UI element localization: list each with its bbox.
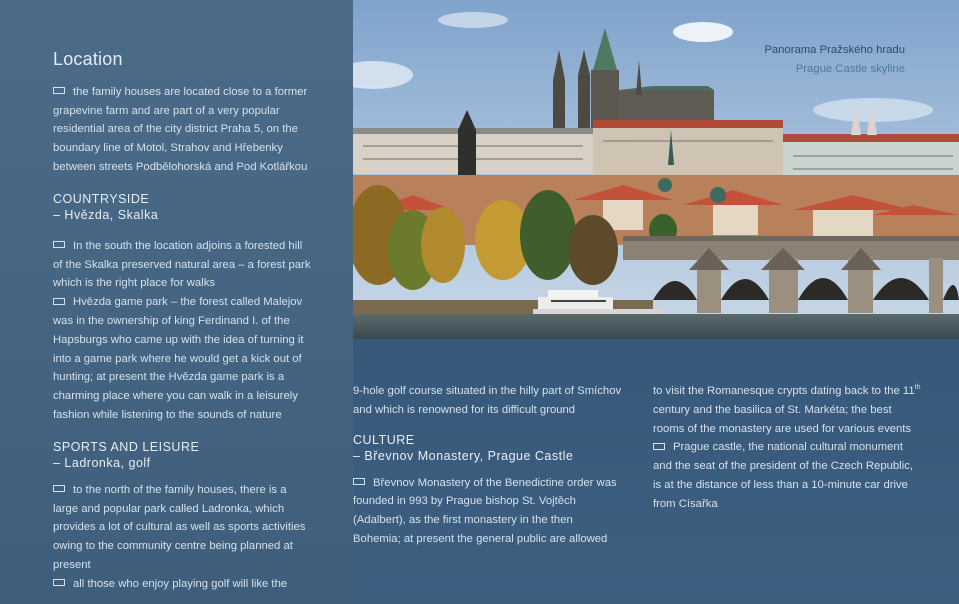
culture-text-2: Prague castle, the national cultural monument and the seat of the president of the Czech Republic, is at the distance of less than a 10-minute car drive from Císařka bbox=[653, 441, 913, 510]
bullet-icon bbox=[653, 443, 665, 450]
bullet-icon bbox=[53, 579, 65, 586]
middle-column bbox=[353, 382, 623, 549]
sports-paragraph-1 bbox=[53, 481, 313, 575]
location-text: the family houses are located close to a former grapevine farm and are part of a very popular residential area of the city district Praha 5, on the boundary line of Motol, Strahov and Hřebenky between streets Podbělohorská and Pod Kotlářkou bbox=[53, 85, 308, 173]
photo-caption-czech: Panorama Pražského hradu bbox=[764, 44, 905, 56]
sports-subtitle: – Ladronka, golf bbox=[53, 455, 151, 470]
left-column bbox=[53, 48, 313, 594]
bullet-icon bbox=[353, 478, 365, 485]
culture-cont-text: to visit the Romanesque crypts dating back to the 11 bbox=[653, 385, 915, 397]
culture-paragraph-1 bbox=[353, 474, 623, 549]
sports-text-2: all those who enjoy playing golf will like the bbox=[73, 577, 288, 590]
location-heading: Location bbox=[53, 49, 123, 69]
right-column bbox=[653, 382, 923, 514]
ordinal-suffix: th bbox=[914, 384, 921, 392]
photo-caption-english: Prague Castle skyline bbox=[795, 62, 905, 75]
countryside-subtitle: – Hvězda, Skalka bbox=[53, 207, 159, 222]
sports-paragraph-2 bbox=[53, 575, 313, 594]
bullet-icon bbox=[53, 87, 65, 94]
sports-title: SPORTS AND LEISURE bbox=[53, 439, 200, 454]
culture-continuation bbox=[653, 382, 923, 438]
culture-title: CULTURE bbox=[353, 432, 415, 447]
location-paragraph bbox=[53, 83, 313, 177]
culture-cont-text-2: century and the basilica of St. Markéta; the best rooms of the monastery are used for various events bbox=[653, 403, 912, 435]
bullet-icon bbox=[53, 485, 65, 492]
countryside-text-1: In the south the location adjoins a forested hill of the Skalka preserved natural area – a forest park which is the right place for walks bbox=[53, 239, 311, 290]
countryside-text-2: Hvězda game park – the forest called Malejov was in the ownership of king Ferdinand I. of the Hapsburgs who came up with the idea of turning it into a game park where he would get a kick out of hunting; at present the Hvězda game park is a charming place where you can walk in a leisurely fashion while listening to the sounds of nature bbox=[53, 296, 304, 421]
culture-paragraph-2 bbox=[653, 438, 923, 513]
sports-text-1: to the north of the family houses, there is a large and popular park called Ladronka, which provides a lot of cultural as well as sports activities owing to the community centre being planned at present bbox=[53, 483, 306, 571]
countryside-paragraph-2 bbox=[53, 293, 313, 425]
bullet-icon bbox=[53, 298, 65, 305]
golf-continuation: 9-hole golf course situated in the hilly part of Smíchov and which is renowned for its difficult ground bbox=[353, 385, 622, 416]
culture-text-1: Břevnov Monastery of the Benedictine order was founded in 993 by Prague bishop St. Vojtěch (Adalbert), as the first monastery in the then Bohemia; at present the general public are allowed bbox=[353, 476, 617, 545]
countryside-paragraph-1 bbox=[53, 237, 313, 293]
photo-caption bbox=[764, 41, 905, 79]
countryside-title: COUNTRYSIDE bbox=[53, 191, 150, 206]
prague-castle-photo bbox=[353, 0, 959, 339]
bullet-icon bbox=[53, 241, 65, 248]
culture-subtitle: – Břevnov Monastery, Prague Castle bbox=[353, 448, 574, 463]
